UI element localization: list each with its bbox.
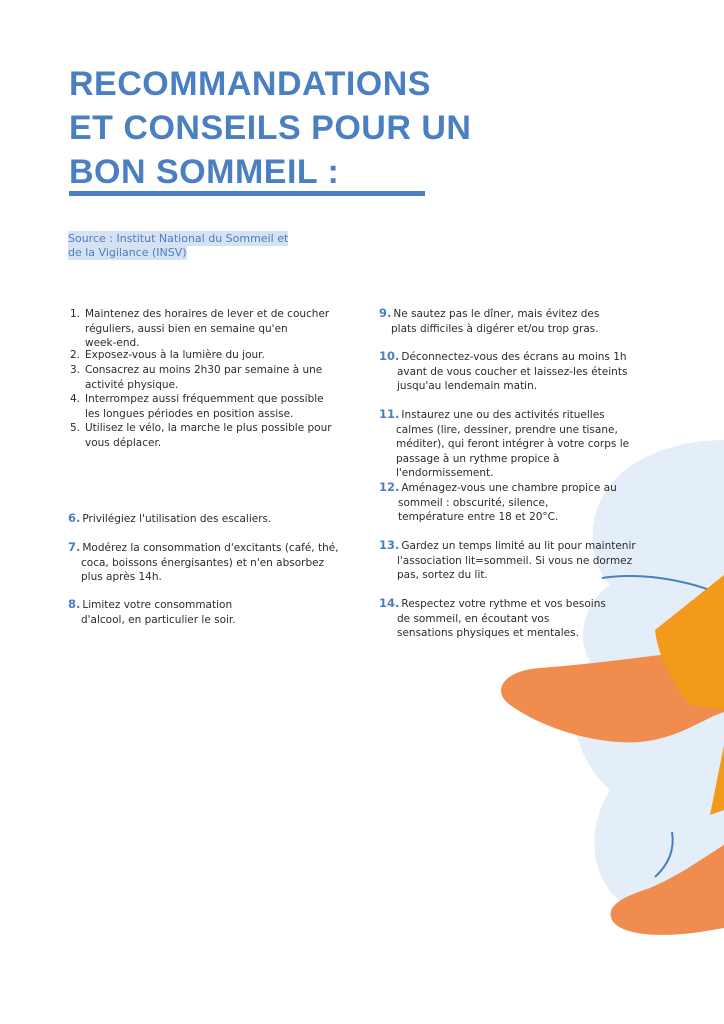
item-text-line: passage à un rythme propice à [396,452,560,465]
list-item [68,511,358,527]
list-item [379,306,659,336]
list-item [70,348,360,363]
item-text-line: Maintenez des horaires de lever et de coucher [85,308,330,320]
title-line-1: RECOMMANDATIONS [69,65,431,103]
item-number: 9. [379,306,392,320]
item-number: 11. [379,407,400,421]
page-title [69,62,471,194]
list-item [68,597,358,627]
item-text-line: Privilégiez l'utilisation des escaliers. [82,513,272,525]
item-text-line: Aménagez-vous une chambre propice au [401,482,617,494]
item-text-line: pas, sortez du lit. [397,569,488,582]
list-item [70,307,360,351]
item-text-line: réguliers, aussi bien en semaine qu'en [85,322,288,335]
title-line-3: BON SOMMEIL : [69,153,340,191]
item-text-line: méditer), qui feront intégrer à votre corps le [396,438,630,451]
item-text-line: température entre 18 et 20°C. [398,511,559,524]
item-text-line: Respectez votre rythme et vos besoins [401,598,606,610]
list-item [70,421,360,450]
item-text-line: Exposez-vous à la lumière du jour. [85,349,265,361]
item-number: 2. [70,349,81,361]
item-number: 14. [379,596,400,610]
item-number: 13. [379,538,400,552]
source-citation [68,232,288,260]
item-number: 7. [68,540,81,554]
item-text-line: plus après 14h. [81,571,162,584]
source-line-1: Source : Institut National du Sommeil et [68,232,289,245]
item-text-line: Déconnectez-vous des écrans au moins 1h [401,351,627,363]
list-item [379,349,659,394]
item-text-line: sensations physiques et mentales. [397,627,579,640]
item-number: 1. [70,308,81,320]
item-text-line: jusqu'au lendemain matin. [397,380,538,393]
item-text-line: sommeil : obscurité, silence, [398,496,549,509]
item-text-line: Ne sautez pas le dîner, mais évitez des [393,308,600,320]
item-text-line: Modérez la consommation d'excitants (café, thé, [82,542,339,554]
title-underline [69,191,425,196]
item-text-line: week-end. [85,337,140,350]
item-text-line: avant de vous coucher et laissez-les éteints [397,365,628,378]
item-text-line: Instaurez une ou des activités rituelles [401,409,605,421]
item-number: 3. [70,364,81,376]
item-text-line: Gardez un temps limité au lit pour maintenir [401,540,636,552]
item-number: 8. [68,597,81,611]
item-number: 4. [70,393,81,405]
item-text-line: de sommeil, en écoutant vos [397,612,550,625]
item-text-line: Interrompez aussi fréquemment que possible [85,393,324,405]
item-text-line: l'association lit=sommeil. Si vous ne dormez [397,554,633,567]
list-item [70,392,360,421]
item-text-line: l'endormissement. [396,467,494,480]
list-item [379,407,659,481]
item-text-line: activité physique. [85,378,179,391]
list-item [379,480,659,525]
title-line-2: ET CONSEILS POUR UN [69,109,472,147]
list-item [68,540,358,585]
item-text-line: d'alcool, en particulier le soir. [81,613,236,626]
item-number: 5. [70,422,81,434]
list-item [70,363,360,392]
item-text-line: calmes (lire, dessiner, prendre une tisane, [396,423,618,436]
item-number: 12. [379,480,400,494]
source-line-2: de la Vigilance (INSV) [68,246,187,259]
item-number: 10. [379,349,400,363]
item-number: 6. [68,511,81,525]
item-text-line: Limitez votre consommation [82,599,233,611]
item-text-line: Utilisez le vélo, la marche le plus possible pour [85,422,332,434]
item-text-line: les longues périodes en position assise. [85,407,294,420]
list-item [379,596,659,641]
item-text-line: vous déplacer. [85,436,162,449]
item-text-line: plats difficiles à digérer et/ou trop gras. [391,322,599,335]
list-item [379,538,659,583]
item-text-line: Consacrez au moins 2h30 par semaine à une [85,364,323,376]
item-text-line: coca, boissons énergisantes) et n'en absorbez [81,556,325,569]
